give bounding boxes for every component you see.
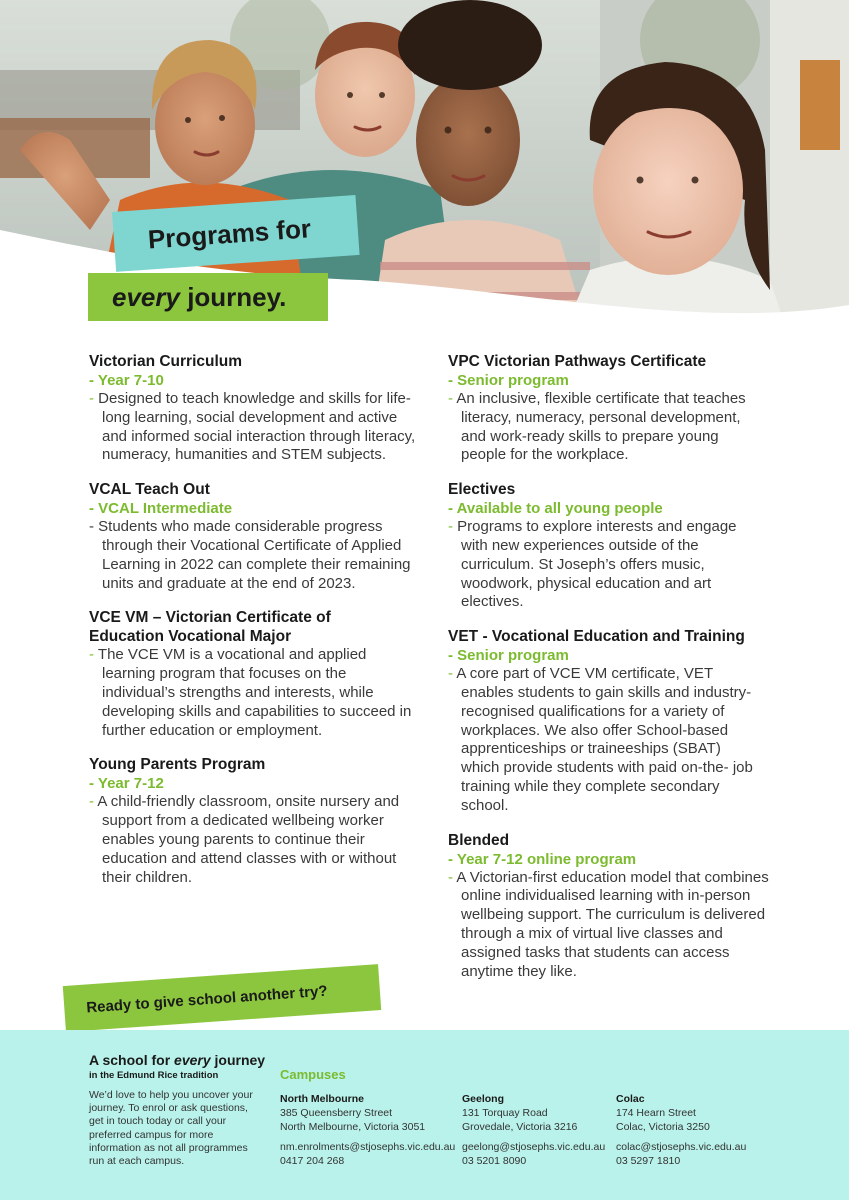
title-line2 [112,282,286,313]
program-electives [448,480,778,612]
campus-address-line2: North Melbourne, Victoria 3051 [280,1121,426,1133]
program-description: - The VCE VM is a vocational and applied learning program that focuses on the individual’s strengths and interests, while developing skills and capabilities to succeed in further education or employment. [89,646,412,739]
program-subtitle: - Available to all young people [448,500,663,518]
program-victorian-curriculum [89,352,419,465]
program-subtitle: - VCAL Intermediate [89,500,233,518]
program-title: VPC Victorian Pathways Certificate [448,353,707,370]
program-description: - A core part of VCE VM certificate, VET enables students to gain skills and industry-recognised qualifications for a variety of workplaces. We also offer School-based apprenticeships or traineeships (SBAT) which provide students with paid on-the- job training while they complete secondary school. [448,665,753,814]
campuses-label: Campuses [280,1067,346,1082]
campus-phone[interactable]: 03 5297 1810 [616,1155,681,1167]
title-emphasis: every [112,281,180,312]
footer-intro: We’d love to help you uncover your journey. To enrol or ask questions, get in touch today or call your preferred campus for more information as not all programmes run at each campus. [89,1089,253,1168]
footer-subheading: in the Edmund Rice tradition [89,1070,219,1081]
program-title: Blended [448,831,510,849]
campus-name: Geelong [462,1093,505,1105]
campus-north-melbourne [280,1092,455,1168]
title-banner-line2 [88,273,328,321]
program-description: - A Victorian-first education model that combines online individualised learning with in-person wellbeing support. The curriculum is delivered through a mix of virtual live classes and assigned tasks that students can access anytime they like. [448,868,769,980]
program-description: - An inclusive, flexible certificate that teaches literacy, numeracy, personal development, and work-ready skills to prepare young people for the workplace. [448,390,746,464]
title-rest: journey. [179,281,287,312]
programs-left-column [89,352,419,902]
program-description: - Students who made considerable progress through their Vocational Certificate of Applied Learning in 2022 can complete their remaining units and graduate at the end of 2023. [89,518,411,592]
campus-address-line1: 174 Hearn Street [616,1107,696,1119]
program-title: VET - Vocational Education and Training [448,628,745,646]
cta-banner [63,964,381,1032]
program-title: VCAL Teach Out [89,481,210,499]
title-line1: Programs for [146,212,312,255]
cta-label: Ready to give school another try? [85,982,329,1017]
program-subtitle: - Year 7-10 [89,372,164,389]
program-vet [448,627,778,815]
program-title: Electives [448,481,516,499]
program-vcal-teach-out [89,480,419,593]
program-young-parents [89,755,419,887]
campus-address-line2: Colac, Victoria 3250 [616,1121,710,1133]
program-vpc [448,352,778,465]
program-subtitle: - Year 7-12 online program [448,850,637,868]
program-title: Young Parents Program [89,756,266,774]
campus-name: North Melbourne [280,1093,364,1105]
hero-photo [0,0,849,340]
campus-address-line1: 385 Queensberry Street [280,1107,393,1119]
program-subtitle: - Year 7-12 [89,775,164,793]
program-subtitle: - Senior program [448,647,569,665]
campus-phone[interactable]: 03 5201 8090 [462,1155,527,1167]
campus-email[interactable]: geelong@stjosephs.vic.edu.au [462,1141,606,1153]
program-description: - A child-friendly classroom, onsite nursery and support from a dedicated wellbeing worker enables young parents to continue their education and attend classes with or without their children. [89,793,400,886]
program-title: Victorian Curriculum [89,353,243,370]
campus-address-line2: Grovedale, Victoria 3216 [462,1121,578,1133]
campus-address-line1: 131 Torquay Road [462,1107,548,1119]
program-title: VCE VM – Victorian Certificate of Education Vocational Major [89,609,331,646]
program-vce-vm [89,608,419,740]
campus-name: Colac [616,1093,645,1105]
campus-email[interactable]: colac@stjosephs.vic.edu.au [616,1141,747,1153]
program-blended [448,831,778,982]
campus-email[interactable]: nm.enrolments@stjosephs.vic.edu.au [280,1141,456,1153]
footer [0,1030,849,1200]
campus-colac [616,1092,746,1168]
program-subtitle: - Senior program [448,372,569,389]
program-description: - Programs to explore interests and engage with new experiences outside of the curriculum. St Joseph’s offers music, woodwork, physical education and art electives. [448,518,737,611]
program-description: - Designed to teach knowledge and skills for life-long learning, social development and active and informed social interaction through literacy, numeracy, humanities and STEM subjects. [89,390,416,464]
campus-geelong [462,1092,605,1168]
programs-right-column [448,352,778,996]
campus-phone[interactable]: 0417 204 268 [280,1155,345,1167]
footer-heading: A school for every journey [89,1052,266,1068]
